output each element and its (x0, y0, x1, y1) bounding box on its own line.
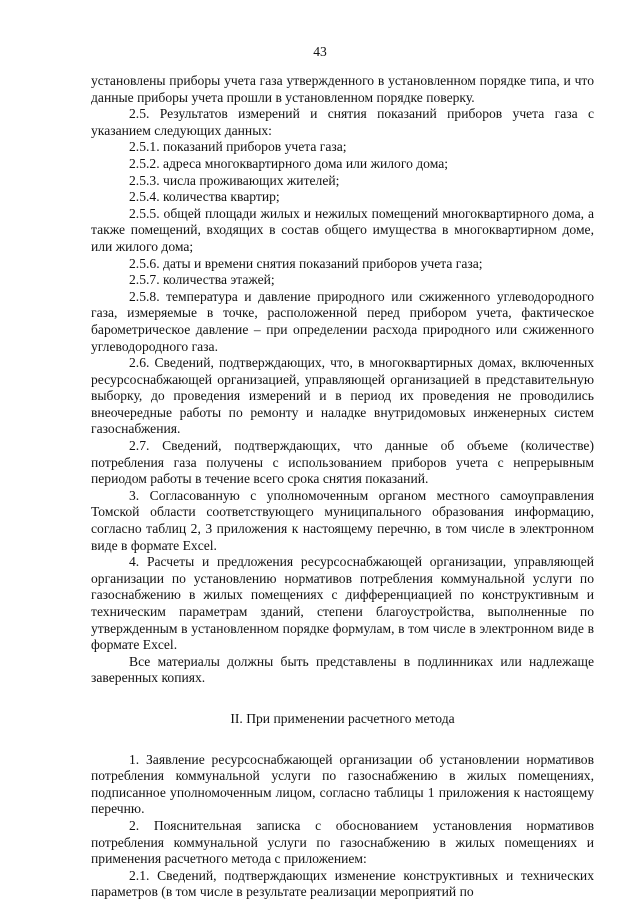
paragraph: 2.5.5. общей площади жилых и нежилых помещений многоквартирного дома, а также помещений, входящих в состав общего имущества в многоквартирном доме, или жилого дома; (91, 205, 594, 254)
page-number: 43 (313, 44, 327, 59)
paragraphs-top (91, 73, 594, 687)
paragraph: 2.5.8. температура и давление природного или сжиженного углеводородного газа, измеряемые в точке, расположенной перед прибором учета, фактическое барометрическое давление – при определении расхода природного или сжиженного углеводородного газа. (91, 288, 594, 354)
paragraph: Все материалы должны быть представлены в подлинниках или надлежаще заверенных копиях. (91, 653, 594, 686)
paragraph: 3. Согласованную с уполномоченным органом местного самоуправления Томской области соответствующего муниципального образования информацию, согласно таблиц 2, 3 приложения к настоящему перечню, в том числе в электронном виде в формате Excel. (91, 487, 594, 553)
paragraph: 2.5.1. показаний приборов учета газа; (129, 139, 347, 155)
paragraph: 2.7. Сведений, подтверждающих, что данные об объеме (количестве) потребления газа получены с использованием приборов учета с непрерывным периодом работы в течение всего срока снятия показаний. (91, 438, 594, 487)
paragraph: установлены приборы учета газа утвержденного в установленном порядке типа, и что данные приборы учета прошли в установленном порядке поверку. (91, 73, 594, 105)
paragraph: 2. Пояснительная записка с обоснованием установления нормативов потребления коммунальной услуги по газоснабжению в жилых помещениях и применения расчетного метода с приложением: (91, 817, 594, 867)
paragraph: 4. Расчеты и предложения ресурсоснабжающей организации, управляющей организации по установлению нормативов потребления коммунальной услуги по газоснабжению в жилых помещениях с дифференциацией по конструктивным и техническим параметрам зданий, степени благоустройства, выполненные по утвержденным в установленном порядке формулам, в том числе в электронном виде в формате Excel. (91, 554, 594, 653)
paragraph: 1. Заявление ресурсоснабжающей организации об установлении нормативов потребления коммунальной услуги по газоснабжению в жилых помещениях, подписанное уполномоченным лицом, согласно таблицы 1 приложения к настоящему перечню. (91, 751, 594, 817)
paragraph: 2.5. Результатов измерений и снятия показаний приборов учета газа с указанием следующих данных: (91, 106, 594, 138)
paragraph: 2.1. Сведений, подтверждающих изменение конструктивных и технических параметров (в том числе в результате реализации мероприятий по (91, 867, 594, 900)
paragraph: 2.5.4. количества квартир; (129, 189, 280, 205)
paragraphs-bottom (91, 752, 594, 901)
paragraph: 2.5.6. даты и времени снятия показаний приборов учета газа; (129, 255, 483, 271)
section-title: II. При применении расчетного метода (230, 710, 455, 726)
paragraph: 2.5.2. адреса многоквартирного дома или жилого дома; (129, 155, 449, 171)
paragraph: 2.5.7. количества этажей; (129, 272, 275, 288)
paragraph: 2.5.3. числа проживающих жителей; (129, 172, 340, 188)
document-body (91, 73, 594, 901)
paragraph: 2.6. Сведений, подтверждающих, что, в многоквартирных домах, включенных ресурсоснабжающей организацией, управляющей организацией в представительную выборку, до проведения измерений и в период их проведения не проводились внеочередные работы по ремонту и наладке внутридомовых инженерных систем газоснабжения. (91, 355, 594, 437)
